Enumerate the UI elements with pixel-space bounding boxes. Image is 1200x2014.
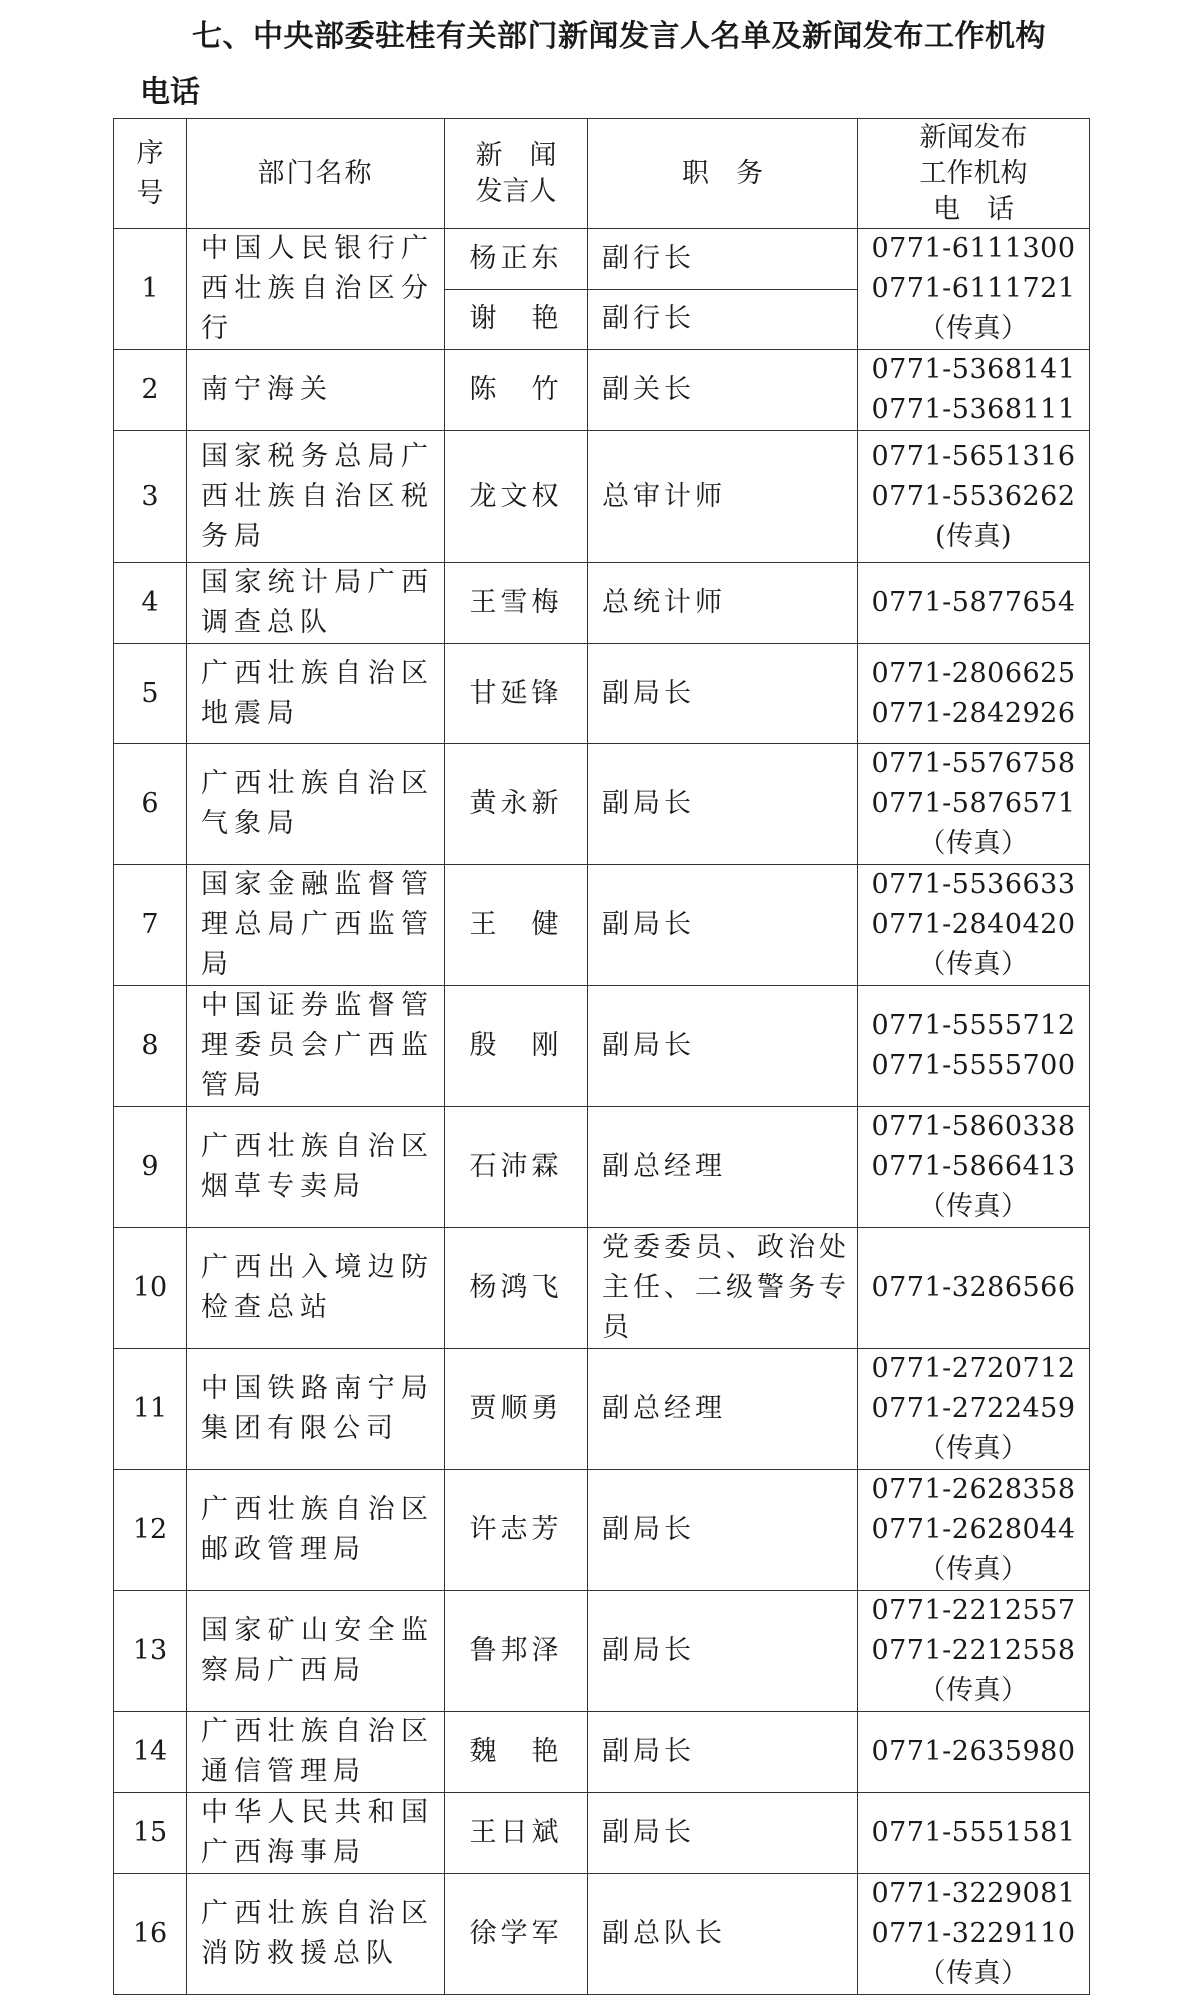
department-name: 广西壮族自治区地震局 — [187, 644, 445, 744]
spokesperson-name: 石沛霖 — [445, 1107, 588, 1228]
table-row — [114, 1228, 1090, 1349]
phone-number: 0771-3286566 — [871, 1272, 1076, 1303]
phone-cell — [858, 350, 1090, 431]
department-name: 广西出入境边防检查总站 — [187, 1228, 445, 1349]
department-name: 广西壮族自治区邮政管理局 — [187, 1470, 445, 1591]
row-number: 10 — [114, 1228, 187, 1349]
page-title-continued: 电话 — [140, 75, 200, 110]
phone-number: 0771-5368141 — [871, 354, 1076, 385]
row-number: 15 — [114, 1793, 187, 1874]
row-number: 13 — [114, 1591, 187, 1712]
header-spokesperson-line-2: 发言人 — [475, 175, 557, 207]
spokesperson-name: 黄永新 — [445, 744, 588, 865]
fax-label: （传真） — [918, 313, 1029, 344]
spokesperson-name: 贾顺勇 — [445, 1349, 588, 1470]
phone-cell — [858, 1349, 1090, 1470]
phone-number: 0771-5555712 — [871, 1010, 1076, 1041]
spokesperson-name: 杨鸿飞 — [445, 1228, 588, 1349]
spokesperson-name: 王日斌 — [445, 1793, 588, 1874]
phone-number: 0771-5555700 — [871, 1050, 1076, 1081]
table-row — [114, 1591, 1090, 1712]
fax-label: （传真） — [918, 1958, 1029, 1989]
spokesperson-position: 副总经理 — [588, 1107, 858, 1228]
phone-cell — [858, 865, 1090, 986]
department-name: 广西壮族自治区消防救援总队 — [187, 1874, 445, 1995]
spokesperson-position: 总审计师 — [588, 431, 858, 563]
header-position: 职 务 — [588, 119, 858, 229]
table-header-row — [114, 119, 1090, 229]
header-phone-line-2: 工作机构 — [919, 157, 1028, 189]
spokesperson-position: 副关长 — [588, 350, 858, 431]
spokesperson-position: 副总经理 — [588, 1349, 858, 1470]
header-spokesperson — [445, 119, 588, 229]
phone-cell — [858, 644, 1090, 744]
spokesperson-position: 副局长 — [588, 644, 858, 744]
phone-number: 0771-2722459 — [871, 1393, 1076, 1424]
page-title: 七、中央部委驻桂有关部门新闻发言人名单及新闻发布工作机构 — [192, 19, 1046, 54]
phone-number: 0771-2628044 — [871, 1514, 1076, 1545]
department-name: 中华人民共和国广西海事局 — [187, 1793, 445, 1874]
department-name: 中国人民银行广西壮族自治区分行 — [187, 229, 445, 350]
phone-number: 0771-6111721 — [871, 273, 1076, 304]
spokesperson-name: 谢 艳 — [445, 289, 588, 350]
spokesperson-name: 王 健 — [445, 865, 588, 986]
phone-number: 0771-2628358 — [871, 1474, 1076, 1505]
spokesperson-position: 副局长 — [588, 865, 858, 986]
spokesperson-position: 副行长 — [588, 229, 858, 290]
phone-number: 0771-2842926 — [871, 697, 1076, 729]
table-row — [114, 350, 1090, 431]
spokesperson-name: 许志芳 — [445, 1470, 588, 1591]
department-name: 国家矿山安全监察局广西局 — [187, 1591, 445, 1712]
row-number: 12 — [114, 1470, 187, 1591]
phone-cell — [858, 1228, 1090, 1349]
spokesperson-name: 徐学军 — [445, 1874, 588, 1995]
spokesperson-name: 王雪梅 — [445, 563, 588, 644]
phone-number: 0771-5877654 — [871, 587, 1076, 618]
phone-number: 0771-5866413 — [871, 1151, 1076, 1182]
row-number: 1 — [114, 229, 187, 350]
spokesperson-name: 魏 艳 — [445, 1712, 588, 1793]
header-phone — [858, 119, 1090, 229]
phone-number: 0771-2635980 — [871, 1736, 1076, 1767]
phone-number: 0771-6111300 — [871, 233, 1076, 264]
department-name: 国家统计局广西调查总队 — [187, 563, 445, 644]
spokesperson-position: 副局长 — [588, 1470, 858, 1591]
phone-number: 0771-3229081 — [871, 1878, 1076, 1909]
row-number: 8 — [114, 986, 187, 1107]
phone-number: 0771-5876571 — [871, 788, 1076, 819]
header-no — [114, 119, 187, 229]
spokesperson-position: 副行长 — [588, 289, 858, 350]
spokesperson-position: 总统计师 — [588, 563, 858, 644]
phone-cell — [858, 1470, 1090, 1591]
table-body — [114, 229, 1090, 1995]
department-name: 南宁海关 — [187, 350, 445, 431]
phone-number: 0771-2212558 — [871, 1635, 1076, 1666]
spokesperson-position: 副局长 — [588, 1793, 858, 1874]
row-number: 2 — [114, 350, 187, 431]
phone-number: 0771-5860338 — [871, 1111, 1076, 1142]
spokesperson-position: 副局长 — [588, 986, 858, 1107]
row-number: 3 — [114, 431, 187, 563]
spokesperson-table — [113, 118, 1090, 1995]
header-no-line-1: 序 — [136, 137, 164, 169]
phone-number: 0771-5368111 — [871, 394, 1076, 425]
table-row — [114, 431, 1090, 563]
phone-cell — [858, 563, 1090, 644]
row-number: 4 — [114, 563, 187, 644]
fax-label: （传真） — [918, 949, 1029, 980]
fax-label: （传真） — [918, 1433, 1029, 1464]
table-row — [114, 1793, 1090, 1874]
department-name: 广西壮族自治区通信管理局 — [187, 1712, 445, 1793]
header-phone-line-3: 电 话 — [933, 193, 1014, 225]
phone-cell — [858, 1591, 1090, 1712]
department-name: 中国证券监督管理委员会广西监管局 — [187, 986, 445, 1107]
department-name: 广西壮族自治区烟草专卖局 — [187, 1107, 445, 1228]
phone-number: 0771-5651316 — [871, 440, 1076, 472]
spokesperson-position: 副局长 — [588, 1591, 858, 1712]
row-number: 6 — [114, 744, 187, 865]
table-row — [114, 563, 1090, 644]
spokesperson-position: 党委委员、政治处主任、二级警务专员 — [588, 1228, 858, 1349]
phone-cell — [858, 1712, 1090, 1793]
fax-label: （传真） — [918, 1191, 1029, 1222]
phone-number: 0771-5576758 — [871, 748, 1076, 779]
spokesperson-name: 甘延锋 — [445, 644, 588, 744]
department-name: 国家金融监督管理总局广西监管局 — [187, 865, 445, 986]
row-number: 5 — [114, 644, 187, 744]
fax-label: （传真） — [918, 828, 1029, 859]
table-row — [114, 744, 1090, 865]
phone-cell — [858, 1793, 1090, 1874]
phone-cell — [858, 1874, 1090, 1995]
spokesperson-name: 龙文权 — [445, 431, 588, 563]
spokesperson-name: 杨正东 — [445, 229, 588, 290]
row-number: 14 — [114, 1712, 187, 1793]
phone-number: 0771-5536633 — [871, 869, 1076, 900]
phone-number: 0771-2840420 — [871, 909, 1076, 940]
phone-number: 0771-2720712 — [871, 1353, 1076, 1384]
spokesperson-name: 陈 竹 — [445, 350, 588, 431]
header-phone-line-1: 新闻发布 — [919, 121, 1028, 153]
row-number: 11 — [114, 1349, 187, 1470]
table-row — [114, 1470, 1090, 1591]
phone-number: 0771-3229110 — [871, 1918, 1076, 1949]
phone-cell — [858, 986, 1090, 1107]
spokesperson-position: 副局长 — [588, 744, 858, 865]
table-row — [114, 865, 1090, 986]
spokesperson-position: 副局长 — [588, 1712, 858, 1793]
spokesperson-position: 副总队长 — [588, 1874, 858, 1995]
phone-cell — [858, 431, 1090, 563]
fax-label: (传真) — [934, 520, 1013, 552]
phone-cell — [858, 744, 1090, 865]
row-number: 7 — [114, 865, 187, 986]
department-name: 广西壮族自治区气象局 — [187, 744, 445, 865]
row-number: 9 — [114, 1107, 187, 1228]
table-row — [114, 1874, 1090, 1995]
phone-cell — [858, 229, 1090, 350]
department-name: 中国铁路南宁局集团有限公司 — [187, 1349, 445, 1470]
header-dept: 部门名称 — [187, 119, 445, 229]
table-row — [114, 1107, 1090, 1228]
table-row — [114, 1712, 1090, 1793]
spokesperson-name: 鲁邦泽 — [445, 1591, 588, 1712]
phone-number: 0771-2806625 — [871, 657, 1076, 689]
fax-label: （传真） — [918, 1675, 1029, 1706]
table-row — [114, 1349, 1090, 1470]
table-row — [114, 229, 1090, 290]
phone-cell — [858, 1107, 1090, 1228]
department-name: 国家税务总局广西壮族自治区税务局 — [187, 431, 445, 563]
header-no-line-2: 号 — [136, 177, 164, 209]
fax-label: （传真） — [918, 1554, 1029, 1585]
table-row — [114, 986, 1090, 1107]
table-row — [114, 644, 1090, 744]
phone-number: 0771-5551581 — [871, 1817, 1076, 1848]
phone-number: 0771-5536262 — [871, 480, 1076, 512]
row-number: 16 — [114, 1874, 187, 1995]
spokesperson-name: 殷 刚 — [445, 986, 588, 1107]
header-spokesperson-line-1: 新 闻 — [475, 139, 557, 171]
phone-number: 0771-2212557 — [871, 1595, 1076, 1626]
